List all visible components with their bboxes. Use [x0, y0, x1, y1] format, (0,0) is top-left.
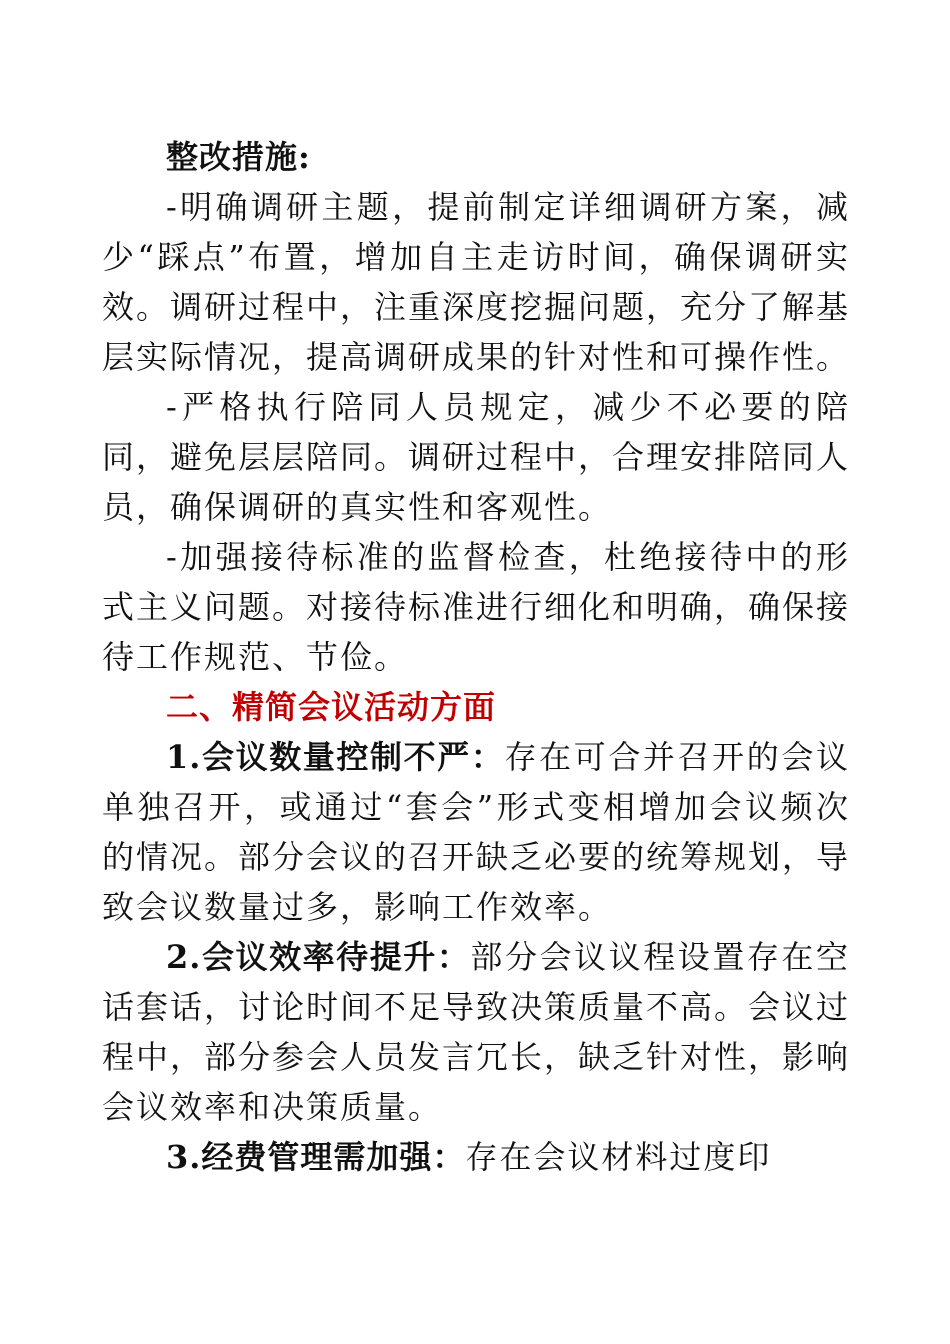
item-text-3: 存在会议材料过度印 [465, 1138, 772, 1176]
item-lead-1: 1.会议数量控制不严： [166, 738, 505, 776]
measure-paragraph-3: -加强接待标准的监督检查，杜绝接待中的形式主义问题。对接待标准进行细化和明确，确保接待工作规范、节俭。 [102, 538, 851, 676]
measure-paragraph-1: -明确调研主题，提前制定详细调研方案，减少“踩点”布置，增加自主走访时间，确保调研实效。调研过程中，注重深度挖掘问题，充分了解基层实际情况，提高调研成果的针对性和可操作性。 [102, 188, 851, 376]
item-lead-3: 3.经费管理需加强： [166, 1138, 466, 1176]
item-lead-2: 2.会议效率待提升： [166, 938, 471, 976]
item-text-2: 部分会议议程设置存在空话套话，讨论时间不足导致决策质量不高。会议过程中，部分参会人员发言冗长，缺乏针对性，影响会议效率和决策质量。 [102, 938, 851, 1126]
item-paragraph-2 [102, 932, 850, 1132]
measure-paragraph-2: -严格执行陪同人员规定，减少不必要的陪同，避免层层陪同。调研过程中，合理安排陪同人员，确保调研的真实性和客观性。 [102, 388, 851, 526]
measures-heading: 整改措施: [166, 138, 311, 176]
item-text-1: 存在可合并召开的会议单独召开，或通过“套会”形式变相增加会议频次的情况。部分会议的召开缺乏必要的统筹规划，导致会议数量过多，影响工作效率。 [102, 738, 851, 926]
section-title: 二、精简会议活动方面 [166, 688, 497, 726]
item-paragraph-1 [102, 732, 850, 932]
item-paragraph-3 [102, 1132, 850, 1182]
document-page [102, 132, 850, 1182]
